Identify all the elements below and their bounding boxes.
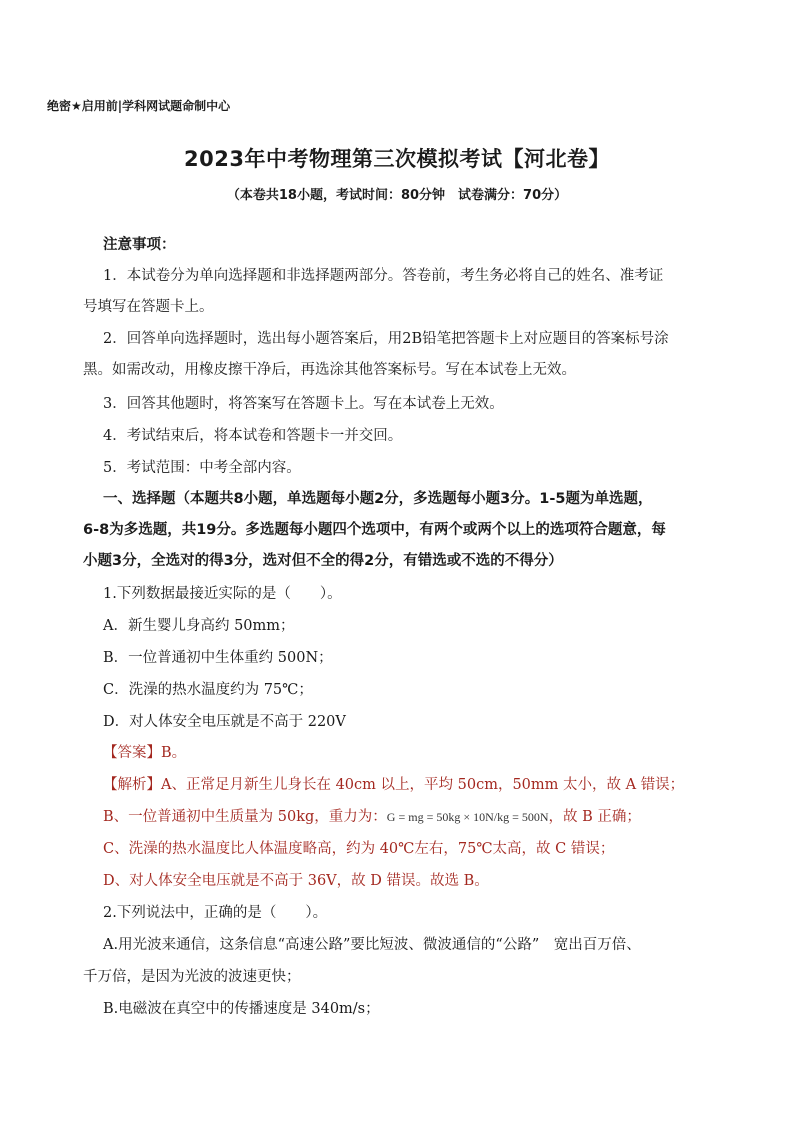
- answer-text: 【答案】B。: [103, 745, 187, 761]
- notice-item: 3．回答其他题时，将答案写在答题卡上。写在本试卷上无效。: [103, 396, 504, 412]
- page-title: 2023年中考物理第三次模拟考试【河北卷】: [184, 147, 610, 171]
- analysis-line: [103, 805, 641, 826]
- question-option: 千万倍，是因为光波的波速更快；: [83, 969, 301, 985]
- section-instructions: 小题3分，全选对的得3分，选对但不全的得2分，有错选或不选的不得分）: [83, 553, 563, 569]
- analysis-label: 【解析】: [103, 777, 161, 793]
- exam-info-subtitle: （本卷共18小题，考试时间：80分钟 试卷满分：70分）: [226, 188, 568, 203]
- question-option: B．一位普通初中生体重约 500N；: [103, 650, 333, 666]
- analysis-text: ，故 B 正确；: [548, 809, 641, 825]
- analysis-text: A、正常足月新生儿身长在 40cm 以上，平均 50cm，50mm 太小，故 A 错误；: [161, 777, 685, 793]
- section-instructions: 一、选择题（本题共8小题，单选题每小题2分，多选题每小题3分。1-5题为单选题，: [103, 491, 653, 507]
- question-option: D．对人体安全电压就是不高于 220V: [103, 714, 346, 730]
- notice-item: 号填写在答题卡上。: [83, 299, 214, 315]
- analysis-line: D、对人体安全电压就是不高于 36V，故 D 错误。故选 B。: [103, 873, 489, 889]
- notice-item: 黑。如需改动，用橡皮擦干净后，再选涂其他答案标号。写在本试卷上无效。: [83, 362, 576, 378]
- analysis-line: C、洗澡的热水温度比人体温度略高，约为 40℃左右，75℃太高，故 C 错误；: [103, 841, 615, 857]
- analysis-line: [103, 773, 684, 794]
- notice-item: 1．本试卷分为单向选择题和非选择题两部分。答卷前，考生务必将自己的姓名、准考证: [103, 268, 664, 284]
- question-stem: 2.下列说法中，正确的是（ ）。: [103, 905, 328, 921]
- confidential-header: 绝密★启用前|学科网试题命制中心: [47, 99, 231, 113]
- gravity-equation: G = mg = 50kg × 10N/kg = 500N: [386, 810, 549, 824]
- analysis-text: B、一位普通初中生质量为 50kg，重力为：: [103, 809, 387, 825]
- question-option: C．洗澡的热水温度约为 75℃；: [103, 682, 313, 698]
- question-option: A.用光波来通信，这条信息“高速公路”要比短波、微波通信的“公路” 宽出百万倍、: [103, 937, 641, 953]
- question-option: B.电磁波在真空中的传播速度是 340m/s；: [103, 1001, 380, 1017]
- notice-item: 4．考试结束后，将本试卷和答题卡一并交回。: [103, 428, 403, 444]
- notice-item: 5．考试范围：中考全部内容。: [103, 460, 301, 476]
- notice-item: 2．回答单向选择题时，选出每小题答案后，用2B铅笔把答题卡上对应题目的答案标号涂: [103, 331, 669, 347]
- question-option: A．新生婴儿身高约 50mm；: [103, 618, 295, 634]
- notice-heading: 注意事项：: [103, 237, 176, 253]
- question-stem: 1.下列数据最接近实际的是（ ）。: [103, 586, 342, 602]
- section-instructions: 6-8为多选题，共19分。多选题每小题四个选项中，有两个或两个以上的选项符合题意，每: [83, 522, 666, 538]
